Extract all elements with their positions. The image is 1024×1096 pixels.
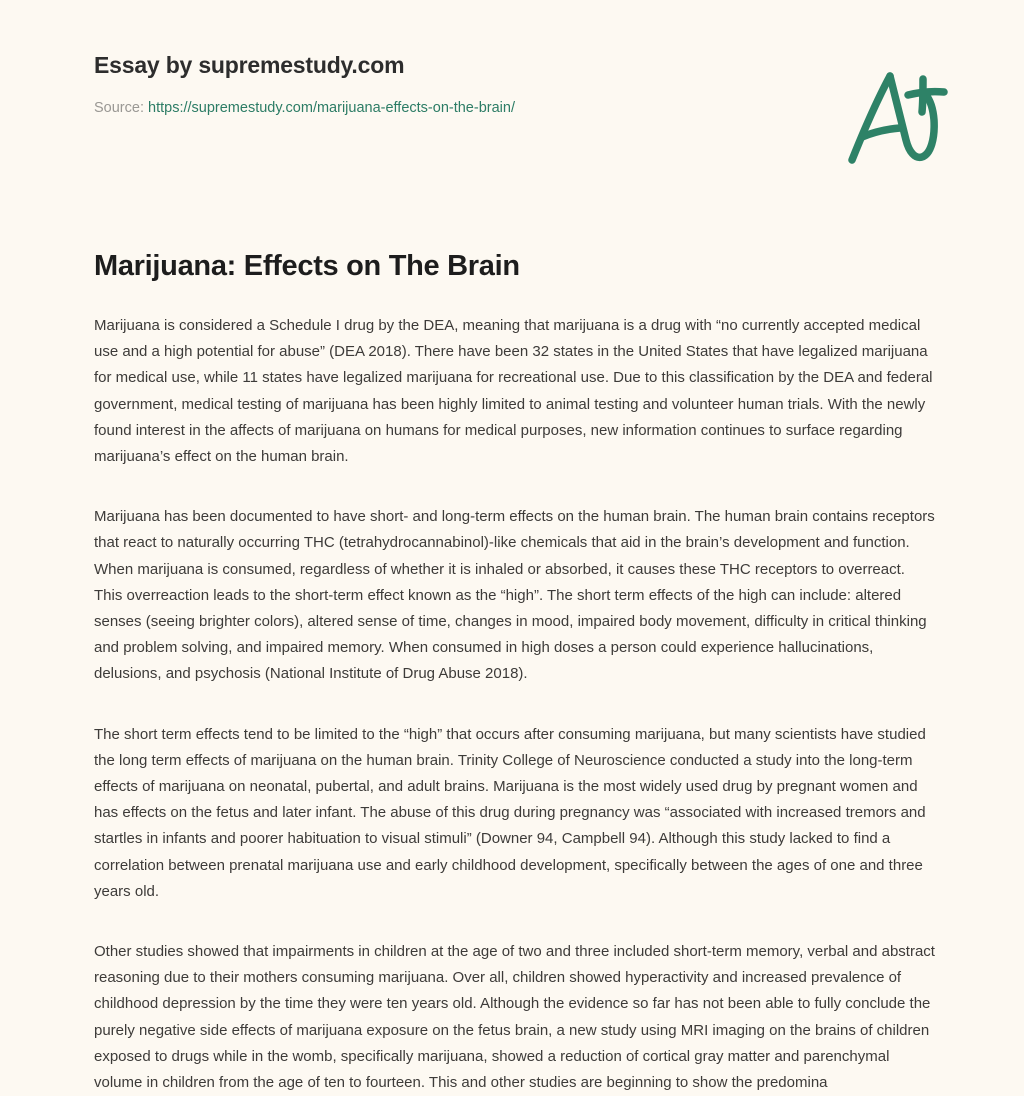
article-body [94,313,936,1096]
a-plus-logo[interactable] [840,62,960,172]
paragraph: Marijuana has been documented to have short- and long-term effects on the human brain. The human brain contains receptors that react to naturally occurring THC (tetrahydrocannabinol)-like chemicals that aid in the brain’s development and function. When marijuana is consumed, regardless of whether it is inhaled or absorbed, it causes these THC receptors to overreact. This overreaction leads to the short-term effect known as the “high”. The short term effects of the high can include: altered senses (seeing brighter colors), altered sense of time, changes in mood, impaired body movement, difficulty in critical thinking and problem solving, and impaired memory. When consumed in high doses a person could experience hallucinations, delusions, and psychosis (National Institute of Drug Abuse 2018). [94,508,935,683]
paragraph: Marijuana is considered a Schedule I drug by the DEA, meaning that marijuana is a drug with “no currently accepted medical use and a high potential for abuse” (DEA 2018). There have been 32 states in the United States that have legalized marijuana for medical use, while 11 states have legalized marijuana for recreational use. Due to this classification by the DEA and federal government, medical testing of marijuana has been highly limited to animal testing and volunteer human trials. With the newly found interest in the affects of marijuana on humans for medical purposes, new information continues to surface regarding marijuana’s effect on the human brain. [94,317,933,466]
source-label: Source: [94,99,144,116]
paragraph: The short term effects tend to be limited to the “high” that occurs after consuming marijuana, but many scientists have studied the long term effects of marijuana on the human brain. Trinity College of Neuroscience conducted a study into the long-term effects of marijuana on neonatal, pubertal, and adult brains. Marijuana is the most widely used drug by pregnant women and has effects on the fetus and later infant. The abuse of this drug during pregnancy was “associated with increased tremors and startles in infants and poorer habituation to visual stimuli” (Downer 94, Campbell 94). Although this study lacked to find a correlation between prenatal marijuana use and early childhood development, specifically between the ages of one and three years old. [94,725,926,900]
paragraph: Other studies showed that impairments in children at the age of two and three included short-term memory, verbal and abstract reasoning due to their mothers consuming marijuana. Over all, children showed hyperactivity and increased prevalence of childhood depression by the time they were ten years old. Although the evidence so far has not been able to fully conclude the purely negative side effects of marijuana exposure on the fetus brain, a new study using MRI imaging on the brains of children exposed to drugs while in the womb, specifically marijuana, showed a reduction of cortical gray matter and parenchymal volume in children from the age of ten to fourteen. This and other studies are beginning to show the predomina [94,943,935,1092]
page-title: Marijuana: Effects on The Brain [94,250,520,282]
page-header [94,52,930,117]
source-line [94,99,930,118]
essay-byline: Essay by supremestudy.com [94,52,405,78]
source-url-link[interactable]: https://supremestudy.com/marijuana-effects-on-the-brain/ [148,99,515,116]
a-plus-logo-icon [840,62,960,172]
